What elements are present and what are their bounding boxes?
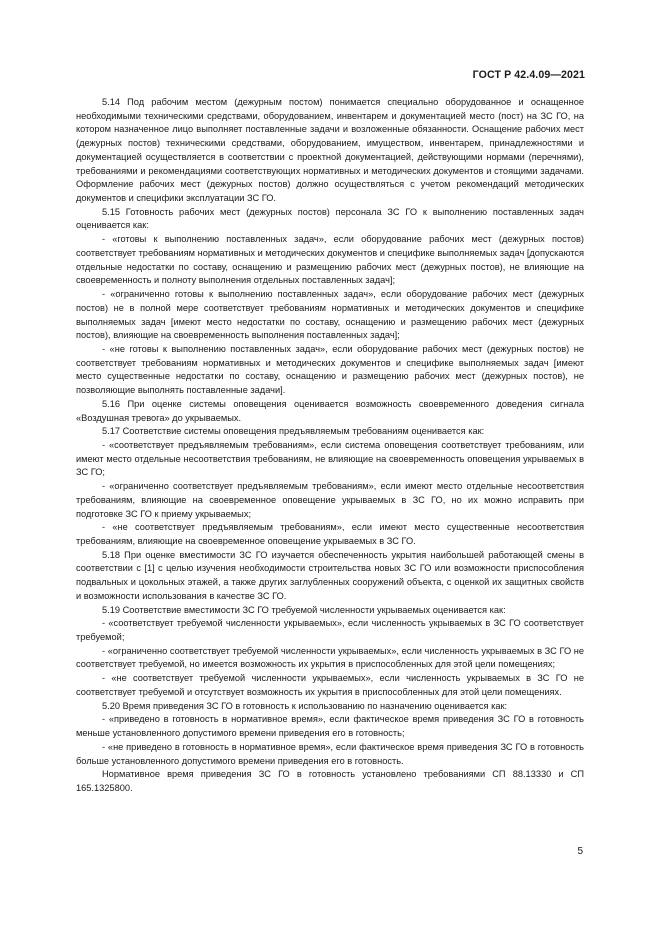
paragraph-5-14: 5.14 Под рабочим местом (дежурным постом) понимается специально оборудованное и оснащенное необходимыми техническими средствами, оборудованием, инвентарем и документацией место (пост) на ЗС ГО, на котором назначенное лицо выполняет поставленные задачи и возложенные обязанности. Оснащение рабочих мест (дежурных постов) техническими средствами, оборудованием, имуществом, инвентарем, принадлежностями и документацией осуществляется в соответствии с проектной документацией, действующими нормами (перечнями), требованиями и рекомендациями соответствующих нормативных и методических документов и стоящими задачами. Оформление рабочих мест (дежурных постов) должно осуществляться с учетом рекомендаций методических документов и специфики эксплуатации ЗС ГО. bbox=[76, 97, 584, 204]
paragraph-5-18: 5.18 При оценке вместимости ЗС ГО изучается обеспеченность укрытия наибольшей работающей смены в соответствии с [1] с целью изучения необходимости строительства новых ЗС ГО или возможности приспособления подвальных и цокольных этажей, а также других заглубленных сооружений объекта, с оценкой их защитных свойств и возможности использования в качестве ЗС ГО. bbox=[76, 549, 584, 601]
list-item: - «не соответствует предъявляемым требованиям», если имеют место существенные несоответствия требованиям, влияющие на своевременное оповещение укрываемых в ЗС ГО. bbox=[76, 522, 584, 546]
page-number: 5 bbox=[577, 846, 583, 857]
list-item: - «не соответствует требуемой численности укрываемых», если численность укрываемых в ЗС ГО не соответствует требуемой и отсутствует возможность их укрытия в приспособленных для этой цели помещениях. bbox=[76, 673, 584, 697]
list-item: - «не приведено в готовность в нормативное время», если фактическое время приведения ЗС ГО в готовность больше установленного допустимого времени приведения его в готовность. bbox=[76, 741, 584, 766]
paragraph-5-16: 5.16 При оценке системы оповещения оценивается возможность своевременного доведения сигнала «Воздушная тревога» до укрываемых. bbox=[76, 398, 584, 423]
list-item: - «готовы к выполнению поставленных задач», если оборудование рабочих мест (дежурных постов) соответствует требованиям нормативных и методических документов и специфике выполняемых задач [допускаются отдельные недостатки по составу, оснащению и размещению рабочих мест (дежурных постов), не влияющие на своевременность и полноту выполнения отдельных поставленных задач]; bbox=[76, 234, 584, 286]
paragraph-5-20: 5.20 Время приведения ЗС ГО в готовность к использованию по назначению оценивается как: bbox=[102, 700, 508, 711]
list-item: - «ограниченно соответствует требуемой численности укрываемых», если численность укрываемых в ЗС ГО не соответствует требуемой, но имеется возможность их укрытия в приспособленных для этой цели помещениях; bbox=[76, 645, 584, 670]
paragraph-normative-time: Нормативное время приведения ЗС ГО в готовность установлено требованиями СП 88.13330 и СП 165.1325800. bbox=[76, 769, 584, 793]
list-item: - «не готовы к выполнению поставленных задач», если оборудование рабочих мест (дежурных постов) не соответствует требованиям нормативных и методических документов и специфике выполняемых задач [имеют место существенные недостатки по составу, оснащению и размещению рабочих мест (дежурных постов), не позволяющие выполнять поставленные задачи]. bbox=[76, 343, 584, 396]
paragraph-5-15: 5.15 Готовность рабочих мест (дежурных постов) персонала ЗС ГО к выполнению поставленных задач оценивается как: bbox=[76, 206, 584, 231]
list-item: - «ограниченно готовы к выполнению поставленных задач», если оборудование рабочих мест (дежурных постов) не в полной мере соответствует требованиям нормативных и методических документов и специфике выполняемых задач [имеют место недостатки по составу, оснащению и размещению рабочих мест (дежурных постов), влияющие на своевременность выполнения поставленных задач]; bbox=[76, 289, 584, 341]
paragraph-5-19: 5.19 Соответствие вместимости ЗС ГО требуемой численности укрываемых оценивается как: bbox=[102, 604, 506, 615]
list-item: - «приведено в готовность в нормативное время», если фактическое время приведения ЗС ГО в готовность меньше установленного допустимого времени приведения его в готовность; bbox=[76, 714, 584, 739]
document-body bbox=[76, 96, 584, 796]
paragraph-5-17: 5.17 Соответствие системы оповещения предъявляемым требованиям оценивается как: bbox=[102, 426, 485, 437]
list-item: - «соответствует предъявляемым требованиям», если система оповещения соответствует требованиям, или имеют место отдельные несоответствия требованиям, не влияющие на своевременность оповещения укрываемых в ЗС ГО; bbox=[76, 439, 584, 478]
list-item: - «соответствует требуемой численности укрываемых», если численность укрываемых в ЗС ГО соответствует требуемой; bbox=[76, 618, 584, 643]
list-item: - «ограниченно соответствует предъявляемым требованиям», если имеют место отдельные несоответствия требованиям, влияющие на своевременное оповещение укрываемых в ЗС ГО, но их можно исправить при подготовке ЗС ГО к приему укрываемых; bbox=[76, 481, 584, 519]
document-standard-id: ГОСТ Р 42.4.09—2021 bbox=[472, 69, 585, 81]
